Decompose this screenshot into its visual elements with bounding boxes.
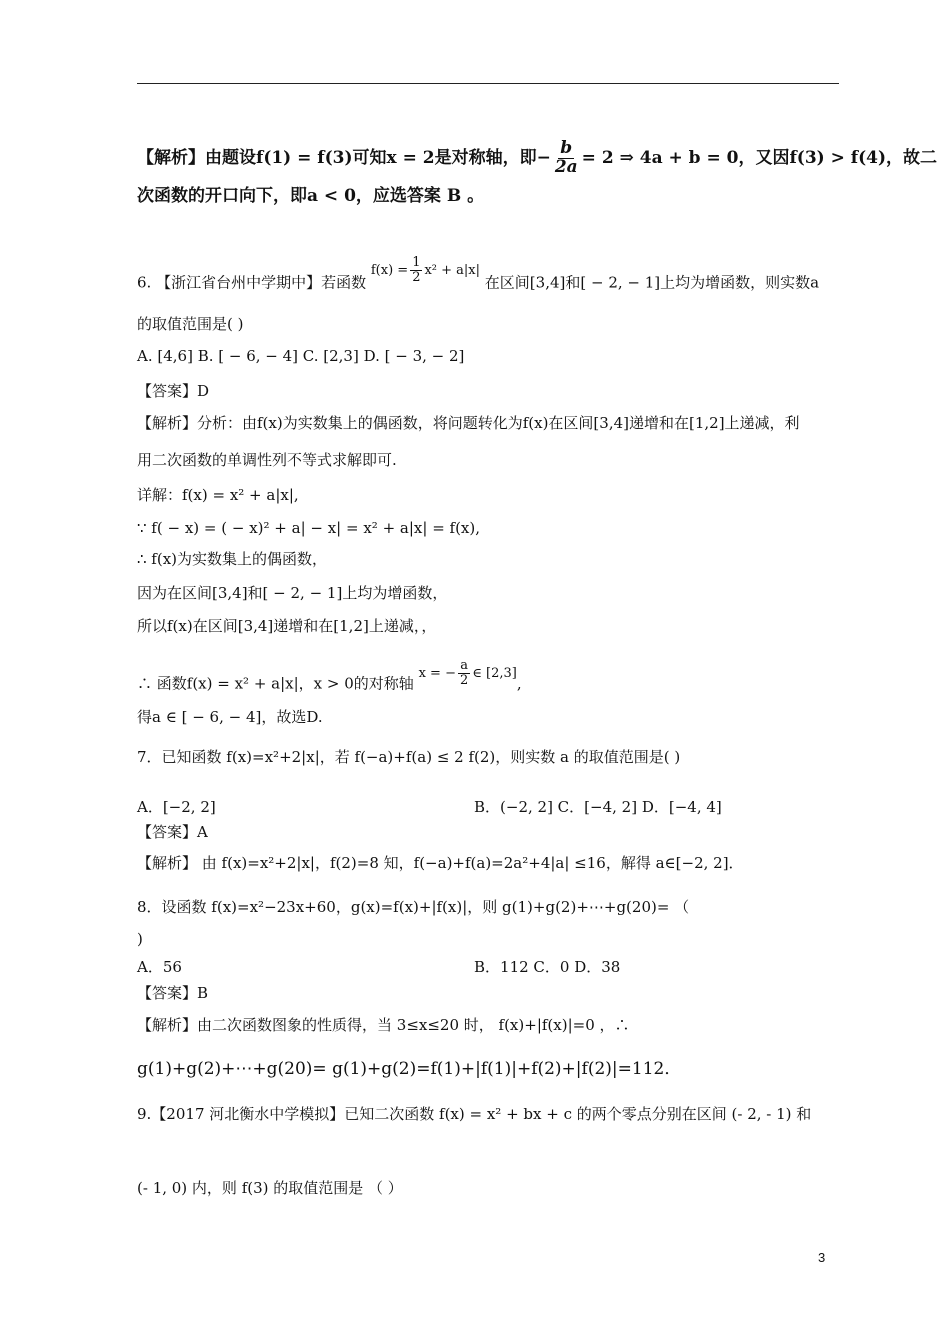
question-6-answer: 【答案】D	[137, 382, 210, 400]
question-7-solution: 【解析】 由 f(x)=x²+2|x|，f(2)=8 知，f(−a)+f(a)=2a²+4|a| ≤16，解得 a∈[−2, 2]．	[137, 854, 744, 872]
question-7-stem: 7．已知函数 f(x)=x²+2|x|，若 f(−a)+f(a) ≤ 2 f(2)，则实数 a 的取值范围是( )	[137, 748, 681, 766]
question-9-stem: 9.【2017 河北衡水中学模拟】已知二次函数 f(x) = x² + bx + c 的两个零点分别在区间 (- 2, - 1) 和	[137, 1105, 812, 1123]
question-8-options-bcd: B．112 C．0 D．38	[474, 958, 621, 976]
question-6-solution-3: 详解：f(x) = x² + a|x|,	[137, 486, 299, 504]
question-6-solution-4: ∵ f( − x) = ( − x)² + a| − x| = x² + a|x| = f(x),	[137, 519, 481, 537]
question-9-stem-2: (- 1, 0) 内，则 f(3) 的取值范围是 （ ）	[137, 1179, 403, 1197]
prev-solution-line-2: 次函数的开口向下，即a < 0，应选答案 B 。	[137, 186, 485, 206]
question-6-solution-7: 所以f(x)在区间[3,4]递增和在[1,2]上递减，，	[137, 617, 437, 635]
question-6-stem: 6. 【浙江省台州中学期中】若函数 f(x) = $\frac{1}{2}$ x² + a|x| 在区间[3,4]和[ − 2, − 1]上均为增函数，则实数a	[137, 255, 820, 292]
question-7-options-bcd: B．(−2, 2] C．[−4, 2] D．[−4, 4]	[474, 798, 722, 816]
question-8-solution-2: g(1)+g(2)+⋯+g(20)= g(1)+g(2)=f(1)+|f(1)|+f(2)+|f(2)|=112．	[137, 1059, 682, 1079]
question-6-solution-6: 因为在区间[3,4]和[ − 2, − 1]上均为增函数，	[137, 584, 448, 602]
question-8-stem-2: )	[137, 930, 143, 948]
question-6-options: A. [4,6] B. [ − 6, − 4] C. [2,3] D. [ − 3, − 2]	[137, 347, 465, 365]
question-8-option-a: A．56	[137, 958, 182, 976]
question-6-solution-2: 用二次函数的单调性列不等式求解即可.	[137, 451, 397, 469]
fraction-b-over-2a: $\frac{b}{2a}$	[554, 138, 578, 177]
q6-function-formula: f(x) = $\frac{1}{2}$ x² + a|x|	[370, 255, 481, 285]
question-6-solution-9: 得a ∈ [ − 6, − 4]，故选D.	[137, 708, 323, 726]
page-number: 3	[818, 1250, 826, 1265]
question-6-solution-1: 【解析】分析：由f(x)为实数集上的偶函数，将问题转化为f(x)在区间[3,4]递增和在[1,2]上递减，利	[137, 414, 800, 432]
question-8-stem: 8．设函数 f(x)=x²−23x+60，g(x)=f(x)+|f(x)|，则 g(1)+g(2)+⋯+g(20)= （	[137, 898, 690, 916]
q6-axis-formula: x = − $\frac{a}{2}$ ∈ [2,3]	[418, 658, 517, 688]
header-rule	[137, 83, 839, 84]
question-7-option-a: A．[−2, 2]	[137, 798, 216, 816]
question-7-answer: 【答案】A	[137, 823, 208, 841]
question-8-answer: 【答案】B	[137, 984, 209, 1002]
question-8-solution-1: 【解析】由二次函数图象的性质得，当 3≤x≤20 时， f(x)+|f(x)|=0 ，∴	[137, 1016, 630, 1034]
prev-solution-line-1: 【解析】由题设f(1) = f(3)可知x = 2是对称轴，即− $\frac{b}{2a}$ = 2 ⇒ 4a + b = 0，又因f(3) > f(4)，故二	[137, 138, 938, 177]
question-6-solution-5: ∴ f(x)为实数集上的偶函数，	[137, 550, 328, 568]
question-6-stem-2: 的取值范围是( )	[137, 315, 244, 333]
question-6-solution-8: ∴ 函数f(x) = x² + a|x|，x > 0的对称轴 x = − $\frac{a}{2}$ ∈ [2,3],	[137, 658, 522, 693]
